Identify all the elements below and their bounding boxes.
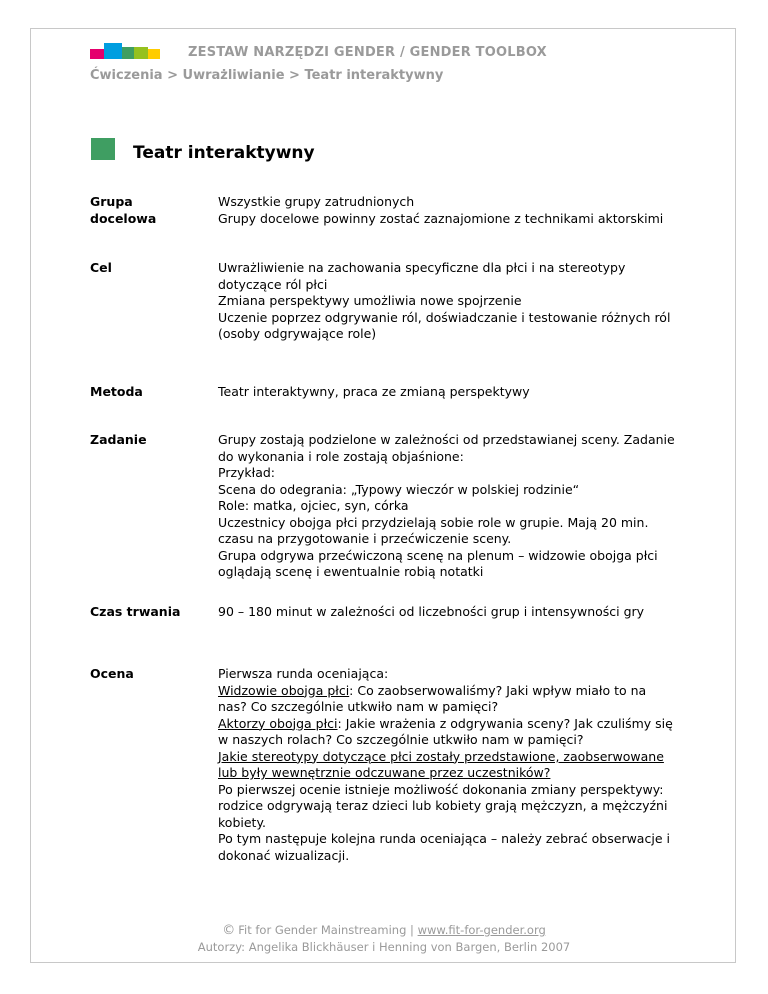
- footer: [0, 922, 768, 955]
- row-label: Ocena: [90, 666, 134, 681]
- row-content: Uwrażliwienie na zachowania specyficzne dla płci i na stereotypy dotyczące ról płci Zmiana perspektywy umożliwia nowe spojrzenie Uczenie poprzez odgrywanie ról, doświadczanie i testowanie różnych ról (osoby odgrywające role): [218, 260, 671, 341]
- section-title: Teatr interaktywny: [133, 143, 315, 163]
- row-content: Teatr interaktywny, praca ze zmianą perspektywy: [218, 384, 530, 399]
- logo-block-green: [122, 47, 134, 59]
- underlined-term: Widzowie obojga płci: [218, 682, 350, 698]
- footer-org: Fit for Gender Mainstreaming |: [238, 923, 418, 937]
- row-content: Pierwsza runda oceniająca: Widzowie obojga płci: Co zaobserwowaliśmy? Jaki wpływ miało to na nas? Co szczególnie utkwiło nam w pamięci? Aktorzy obojga płci: Jakie wrażenia z odgrywania sceny? Jak czuliśmy się w naszych rolach? Co szczególnie utkwiło nam w pamięci? Jakie stereotypy dotyczące płci zostały przedstawione, zaobserwowane lub były wewnętrznie odczuwane przez uczestników? Po pierwszej ocenie istnieje możliwość dokonania zmiany perspektywy: rodzice odgrywają teraz dzieci lub kobiety grają mężczyzn, a mężczyźni kobiety. Po tym następuje kolejna runda oceniająca – należy zebrać obserwacje i dokonać wizualizacji.: [218, 666, 698, 864]
- row-label: Metoda: [90, 384, 143, 399]
- header-title: ZESTAW NARZĘDZI GENDER / GENDER TOOLBOX: [188, 45, 547, 60]
- underlined-question: lub były wewnętrznie odczuwane przez uczestników?: [218, 765, 551, 780]
- row-content: 90 – 180 minut w zależności od liczebności grup i intensywności gry: [218, 604, 645, 619]
- section-square-icon: [91, 138, 115, 160]
- underlined-question: Jakie stereotypy dotyczące płci zostały przedstawione, zaobserwowane: [218, 748, 664, 764]
- logo-block-yellow: [148, 49, 160, 59]
- logo-block-blue: [104, 43, 122, 59]
- row-content: Wszystkie grupy zatrudnionych Grupy docelowe powinny zostać zaznajomione z technikami aktorskimi: [218, 194, 664, 226]
- copyright-icon: ©: [222, 923, 236, 938]
- logo-block-lime: [134, 47, 148, 59]
- row-label: Czas trwania: [90, 604, 181, 619]
- row-content: Grupy zostają podzielone w zależności od przedstawianej sceny. Zadanie do wykonania i role zostają objaśnione: Przykład: Scena do odegrania: „Typowy wieczór w polskiej rodzinie“ Role: matka, ojciec, syn, córka Uczestnicy obojga płci przydzielają sobie role w grupie. Mają 20 min. czasu na przygotowanie i przećwiczenie sceny. Grupa odgrywa przećwiczoną scenę na plenum – widzowie obojga płci oglądają scenę i ewentualnie robią notatki: [218, 432, 675, 579]
- row-label: Grupa docelowa: [90, 194, 157, 226]
- row-label: Zadanie: [90, 432, 147, 447]
- row-label: Cel: [90, 260, 112, 275]
- footer-authors: Autorzy: Angelika Blickhäuser i Henning von Bargen, Berlin 2007: [197, 940, 571, 954]
- logo-block-magenta: [90, 49, 104, 59]
- breadcrumb: Ćwiczenia > Uwrażliwianie > Teatr interaktywny: [90, 68, 444, 83]
- toolbox-logo: [90, 43, 162, 59]
- underlined-term: Aktorzy obojga płci: [218, 715, 338, 731]
- footer-link[interactable]: www.fit-for-gender.org: [417, 923, 546, 937]
